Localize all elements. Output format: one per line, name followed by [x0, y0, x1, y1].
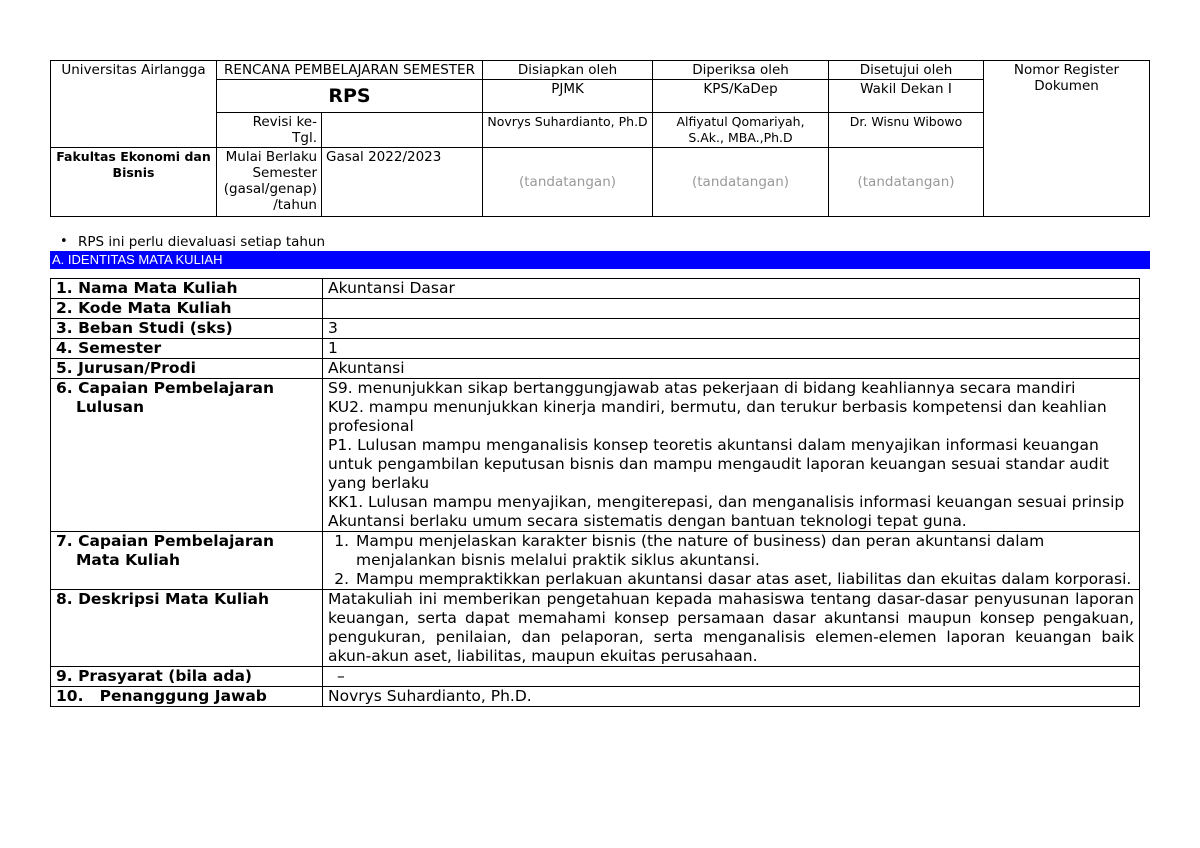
- revisi-value: [322, 113, 483, 148]
- row-label-line: 7. Capaian Pembelajaran: [56, 532, 274, 550]
- doc-title-cell: [217, 61, 483, 80]
- role-kps: KPS/KaDep: [653, 80, 829, 113]
- table-row: [51, 339, 1140, 359]
- row-label: [51, 379, 323, 532]
- section-title: A. IDENTITAS MATA KULIAH: [50, 251, 1150, 269]
- mulai-berlaku-label: Mulai Berlaku Semester (gasal/genap) /tahun: [217, 148, 322, 217]
- revisi-cell: [217, 113, 322, 148]
- table-row: [51, 359, 1140, 379]
- row-value: 3: [323, 319, 1140, 339]
- cpl-item: KU2. mampu menunjukkan kinerja mandiri, bermutu, dan terukur berbasis kompetensi dan keahlian profesional: [328, 398, 1107, 435]
- rps-header-table: [50, 60, 1150, 217]
- row-value: –: [323, 667, 1140, 687]
- table-row: [51, 319, 1140, 339]
- table-row: [51, 590, 1140, 667]
- row-label: 3. Beban Studi (sks): [51, 319, 323, 339]
- revisi-label: Revisi ke-: [252, 114, 317, 130]
- signature-pjmk: (tandatangan): [483, 148, 653, 217]
- tgl-label: Tgl.: [292, 130, 317, 146]
- row-label: 5. Jurusan/Prodi: [51, 359, 323, 379]
- cpl-item: P1. Lulusan mampu menganalisis konsep teoretis akuntansi dalam menyajikan informasi keuangan untuk pengambilan keputusan bisnis dan mampu mengaudit laporan keuangan sesuai standar audit yang berlaku: [328, 436, 1109, 492]
- faculty-cell: [51, 148, 217, 217]
- table-row: [51, 687, 1140, 707]
- table-row: [51, 379, 1140, 532]
- evaluation-note: RPS ini perlu dievaluasi setiap tahun: [78, 234, 326, 250]
- row-label-line: Mata Kuliah: [76, 551, 181, 569]
- row-label: 10. Penanggung Jawab: [51, 687, 323, 707]
- name-wadek: Dr. Wisnu Wibowo: [829, 113, 984, 148]
- bullet-icon: •: [60, 234, 68, 249]
- name-pjmk: Novrys Suhardianto, Ph.D: [483, 113, 653, 148]
- cpl-item: S9. menunjukkan sikap bertanggungjawab atas pekerjaan di bidang keahliannya secara mandiri: [328, 379, 1076, 397]
- nomor-register-cell: [984, 61, 1150, 217]
- row-value: [323, 299, 1140, 319]
- university-name: Universitas Airlangga: [61, 62, 206, 78]
- doc-title: RENCANA PEMBELAJARAN SEMESTER: [224, 62, 475, 78]
- diperiksa-header: Diperiksa oleh: [653, 61, 829, 80]
- row-label: [51, 532, 323, 590]
- table-row: [51, 279, 1140, 299]
- table-row: [51, 299, 1140, 319]
- list-item: 2. Mampu mempraktikkan perlakuan akuntansi dasar atas aset, liabilitas dan ekuitas dalam korporasi.: [354, 570, 1134, 589]
- role-wadek: Wakil Dekan I: [829, 80, 984, 113]
- row-value: Akuntansi Dasar: [323, 279, 1140, 299]
- table-row: [51, 532, 1140, 590]
- row-value: Matakuliah ini memberikan pengetahuan kepada mahasiswa tentang dasar-dasar penyusunan laporan keuangan, serta dapat memahami konsep persamaan dasar akuntansi maupun konsep pengakuan, pengukuran, penilaian, dan pelaporan, serta menganalisis elemen-elemen laporan keuangan baik akun-akun aset, liabilitas, maupun ekuitas perusahaan.: [323, 590, 1140, 667]
- name-kps: Alfiyatul Qomariyah, S.Ak., MBA.,Ph.D: [653, 113, 829, 148]
- mulai-berlaku-value: Gasal 2022/2023: [322, 148, 483, 217]
- identity-table: [50, 278, 1140, 707]
- signature-wadek: (tandatangan): [829, 148, 984, 217]
- faculty-name: Fakultas Ekonomi dan Bisnis: [56, 149, 211, 180]
- row-value: Akuntansi: [323, 359, 1140, 379]
- rps-label: RPS: [217, 80, 483, 113]
- university-cell: [51, 61, 217, 148]
- row-label: 8. Deskripsi Mata Kuliah: [51, 590, 323, 667]
- row-value: 1: [323, 339, 1140, 359]
- row-label: 9. Prasyarat (bila ada): [51, 667, 323, 687]
- row-label-line: Lulusan: [76, 398, 144, 416]
- row-label: 4. Semester: [51, 339, 323, 359]
- row-value: [323, 379, 1140, 532]
- row-value: [323, 532, 1140, 590]
- nomor-register-label: Nomor Register Dokumen: [1013, 62, 1120, 94]
- disiapkan-header: Disiapkan oleh: [483, 61, 653, 80]
- role-pjmk: PJMK: [483, 80, 653, 113]
- list-item: 1. Mampu menjelaskan karakter bisnis (the nature of business) dan peran akuntansi dalam menjalankan bisnis melalui praktik siklus akuntansi.: [354, 532, 1134, 570]
- disetujui-header: Disetujui oleh: [829, 61, 984, 80]
- row-label: 1. Nama Mata Kuliah: [51, 279, 323, 299]
- signature-kps: (tandatangan): [653, 148, 829, 217]
- cpl-item: KK1. Lulusan mampu menyajikan, mengiterepasi, dan menganalisis informasi keuangan sesuai prinsip Akuntansi berlaku umum secara sistematis dengan bantuan teknologi tepat guna.: [328, 493, 1125, 530]
- cpmk-list: [328, 532, 1134, 589]
- row-value: Novrys Suhardianto, Ph.D.: [323, 687, 1140, 707]
- row-label-line: 6. Capaian Pembelajaran: [56, 379, 274, 397]
- row-label: 2. Kode Mata Kuliah: [51, 299, 323, 319]
- table-row: [51, 667, 1140, 687]
